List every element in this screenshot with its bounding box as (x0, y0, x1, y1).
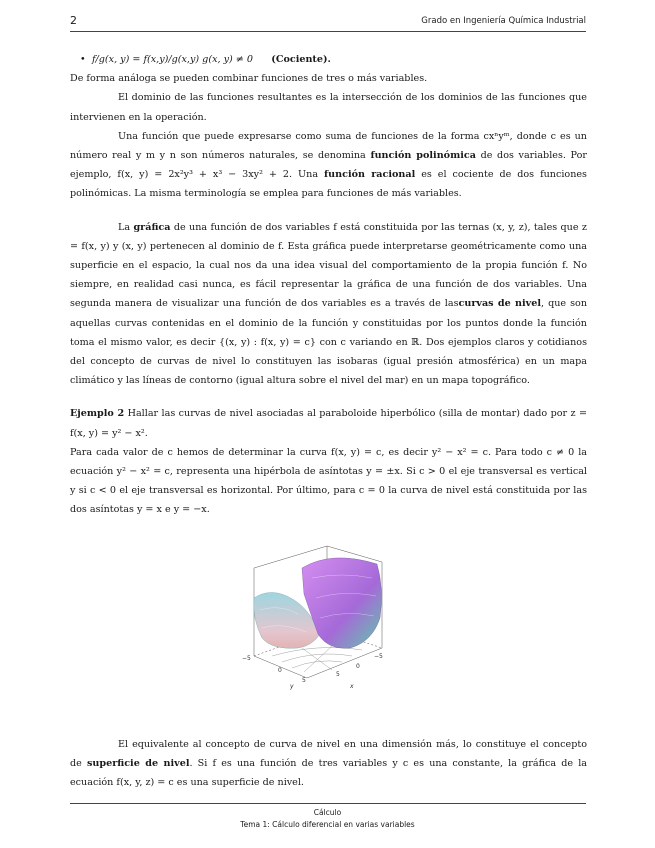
footer-rule (70, 803, 586, 804)
tick-label-1: −5 (242, 655, 251, 662)
quotient-label: (Cociente). (271, 54, 331, 65)
tick-label-5: 0 (356, 663, 360, 670)
running-header-title: Grado en Ingeniería Química Industrial (421, 16, 586, 26)
footer-course: Cálculo (313, 808, 342, 817)
saddle-surface-figure (232, 538, 392, 698)
p4-text-c: , que son aquellas curvas contenidas en el dominio de la función y constituidas por los puntos donde la función toma el mismo valor, es decir {(x, y) : f(x, y) = c} con c variando en ℝ. Dos ejemplos claros y cotidianos del concepto de curvas de nivel lo constituyen las isobaras (igual presión atmosférica) en un mapa climático y las líneas de contorno (igual altura sobre el nivel del mar) en un mapa topográfico. (70, 298, 588, 387)
tick-label-4: 5 (336, 671, 340, 678)
p4-text-b: de una función de dos variables f está constituida por las ternas (x, y, z), tales que z = f(x, y) y (x, y) pertenecen al dominio de f. Esta gráfica puede interpretarse geométricamente como una superficie en el espacio, la cual nos da una idea visual del comportamiento de la propia función f. No siempre, en realidad casi nunca, es fácil representar la gráfica de una función de dos variables. Una segunda manera de visualizar una función de dos variables es a través de las (70, 221, 587, 310)
quotient-formula: f/g(x, y) = f(x,y)/g(x,y) g(x, y) ≠ 0 (92, 54, 253, 65)
axis-label-x: x (350, 683, 354, 690)
header-rule (70, 31, 586, 32)
paragraph-graph (70, 218, 587, 391)
tick-label-3: 5 (302, 677, 306, 684)
closing-text-b: . Si f es una función de tres variables y c es una constante, la gráfica de la ecuación f(x, y, z) = c es una superficie de nivel. (70, 758, 587, 789)
tick-label-6: −5 (374, 653, 383, 660)
tick-label-2: 0 (278, 667, 282, 674)
page-body (70, 50, 587, 520)
axis-label-y: y (290, 683, 294, 690)
term-rational-function: función racional (324, 169, 416, 181)
paragraph-three-variables: De forma análoga se pueden combinar funciones de tres o más variables. (70, 73, 428, 85)
paragraph-level-surface (70, 735, 587, 793)
footer-topic: Tema 1: Cálculo diferencial en varias variables (240, 820, 415, 829)
page-number: 2 (70, 14, 77, 27)
example-solution: Para cada valor de c hemos de determinar la curva f(x, y) = c, es decir y² − x² = c. Para todo c ≠ 0 la ecuación y² − x² = c, representa una hipérbola de asíntotas y = ±x. Si c > 0 el eje transversal es vertical y si c < 0 el eje transversal es horizontal. Por último, para c = 0 la curva de nivel está constituida por las dos asíntotas y = x e y = −x. (70, 446, 587, 516)
term-level-surface: superficie de nivel (87, 758, 190, 770)
term-level-curves: curvas de nivel (458, 298, 541, 310)
quotient-bullet (70, 50, 587, 69)
term-polynomial-function: función polinómica (370, 150, 476, 162)
closing-block (70, 735, 587, 793)
p3-text-a: Una función que puede expresarse como suma de funciones de la forma cxⁿyᵐ, donde c es un número real y m y n son números naturales, se denomina (70, 130, 587, 162)
example-statement (70, 404, 587, 442)
p3-text-b: de dos variables. Por ejemplo, f(x, y) = 2x²y³ + x³ − 3xy² + 2. Una (70, 150, 587, 181)
example-text: Hallar las curvas de nivel asociadas al paraboloide hiperbólico (silla de montar) dado por z = f(x, y) = y² − x². (70, 408, 587, 439)
term-graph: gráfica (133, 221, 171, 233)
p4-text-a: La (118, 221, 131, 233)
base-contours (272, 646, 362, 672)
example-label: Ejemplo 2 (70, 408, 125, 420)
paragraph-polynomial (70, 127, 587, 204)
p3-text-c: es el cociente de dos funciones polinómicas. La misma terminología se emplea para funciones de más variables. (70, 169, 587, 200)
closing-text-a: El equivalente al concepto de curva de nivel en una dimensión más, lo constituye el concepto de (70, 739, 587, 770)
paragraph-domain: El dominio de las funciones resultantes es la intersección de los dominios de las funciones que intervienen en la operación. (70, 92, 587, 123)
bullet-dot: • (80, 54, 86, 65)
